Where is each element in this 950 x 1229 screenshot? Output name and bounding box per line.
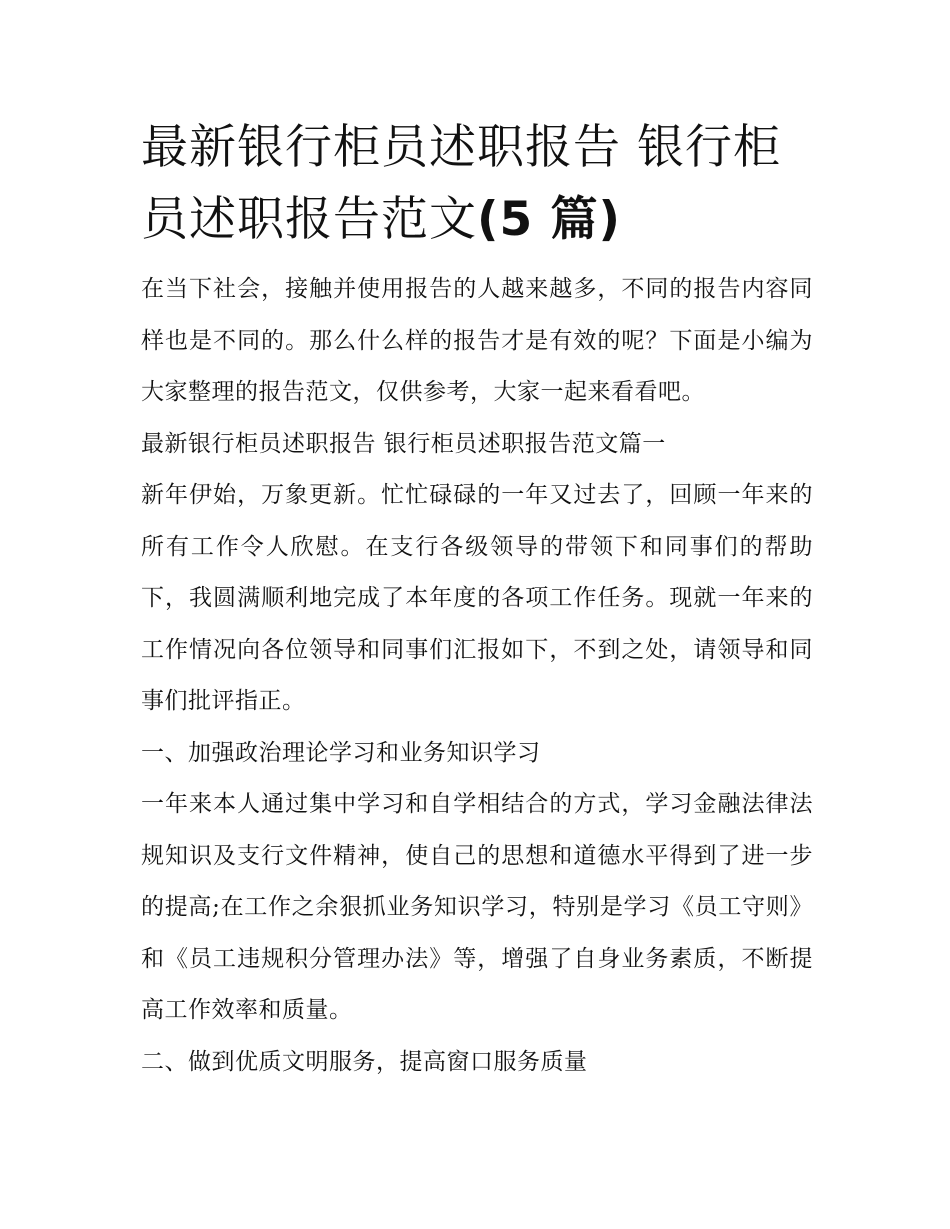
document-title-suffix: (5 篇) (477, 192, 622, 247)
section-heading: 最新银行柜员述职报告 银行柜员述职报告范文篇一 (141, 430, 666, 457)
body-paragraph: 一年来本人通过集中学习和自学相结合的方式，学习金融法律法规知识及支行文件精神，使自己的思想和道德水平得到了进一步的提高;在工作之余狠抓业务知识学习，特别是学习《员工守则》和《员工违规积分管理办法》等，增强了自身业务素质，不断提高工作效率和质量。 (141, 791, 813, 1023)
document-title (141, 112, 813, 256)
document-title-main: 最新银行柜员述职报告 银行柜员述职报告范文 (141, 120, 781, 247)
document-page (141, 112, 813, 1088)
subsection-heading: 一、加强政治理论学习和业务知识学习 (141, 739, 541, 766)
body-paragraph: 新年伊始，万象更新。忙忙碌碌的一年又过去了，回顾一年来的所有工作令人欣慰。在支行各级领导的带领下和同事们的帮助下，我圆满顺利地完成了本年度的各项工作任务。现就一年来的工作情况向各位领导和同事们汇报如下，不到之处，请领导和同事们批评指正。 (141, 482, 813, 714)
subsection-heading: 二、做到优质文明服务，提高窗口服务质量 (141, 1048, 588, 1075)
intro-paragraph: 在当下社会，接触并使用报告的人越来越多，不同的报告内容同样也是不同的。那么什么样的报告才是有效的呢？下面是小编为大家整理的报告范文，仅供参考，大家一起来看看吧。 (141, 276, 813, 405)
